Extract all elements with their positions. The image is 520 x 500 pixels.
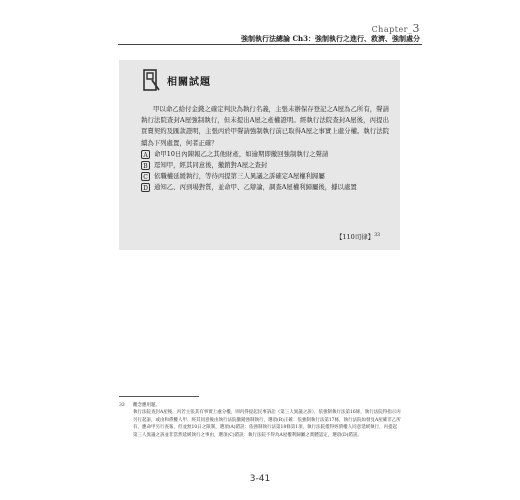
page-number: 3-41 bbox=[249, 474, 271, 484]
question-text bbox=[141, 104, 389, 194]
option-a bbox=[141, 149, 389, 160]
option-b-text: 逕知甲，經其同意後，撤銷對A屋之查封 bbox=[154, 161, 268, 170]
option-d-letter: D bbox=[141, 183, 150, 192]
question-stem: 甲以命乙給付金錢之確定判決為執行名義，主張未辦保存登記之A屋為乙所有，聲請執行法院查封A屋強制執行，但未提出A屋之產權證明。經執行法院查封A屋後，丙提出買賣契約及匯款證明，主張丙於甲聲請強制執行前已取得A屋之事實上處分權。執行法院續為下列處置，何者正確？ bbox=[141, 105, 389, 147]
question-logo-icon bbox=[143, 69, 161, 91]
option-d bbox=[141, 182, 389, 193]
running-title: 強制執行法總論 Ch3：強制執行之進行、救濟、強制處分 bbox=[241, 34, 420, 43]
exam-source-text: 【110司律】 bbox=[335, 233, 375, 241]
footnote-divider bbox=[119, 396, 199, 397]
option-d-text: 通知乙、丙到場對質，並命甲、乙辯論，調查A屋權利歸屬後，據以處置 bbox=[154, 183, 357, 192]
question-box-title: 相關試題 bbox=[167, 76, 211, 88]
option-c-letter: C bbox=[141, 172, 150, 181]
header-divider bbox=[118, 44, 422, 45]
question-box-header bbox=[143, 69, 211, 91]
footnote-body: 執行法院查封A屋後，丙若主張其有事實上處分權，則丙得提起民事訴訟（第三人異議之訴），依強制執行法第16條，執行法院得指示丙另行起訴，或由和債權人甲、經其同意後由執行法院撤銷強制執行，選項(B)正確：依強制執行法第17條，執行法院如發見A屋確非乙所有，應命甲另行查報，但並無10日之限制，選項(A)錯誤：依強制執行法第18條第1項，執行法院僅得經債權人同意延緩執行，丙提起第三人異議之訴並非當然延緩執行之事由，選項(C)錯誤：執行法院不得為A屋權利歸屬之實體認定，選項(D)錯誤。 bbox=[133, 410, 401, 438]
chapter-number: 3 bbox=[412, 22, 420, 35]
option-a-text: 命甲10日內陳報乙之其他財產，如逾期即撤回強制執行之聲請 bbox=[154, 149, 329, 158]
footnote-number: 33 bbox=[119, 403, 125, 408]
option-b bbox=[141, 160, 389, 171]
option-b-letter: B bbox=[141, 161, 150, 170]
chapter-label-text: Chapter_ bbox=[371, 25, 413, 34]
option-c-text: 依職權延緩執行，等待丙提第三人異議之訴確定A屋權利歸屬 bbox=[154, 172, 325, 181]
related-question-box bbox=[119, 60, 400, 250]
option-c bbox=[141, 171, 389, 182]
footnote bbox=[119, 402, 401, 439]
footnote-heading: 觀念應用題。 bbox=[133, 403, 160, 408]
exam-source bbox=[336, 232, 380, 241]
footnote-ref: 33 bbox=[374, 232, 380, 238]
option-a-letter: A bbox=[141, 150, 150, 159]
